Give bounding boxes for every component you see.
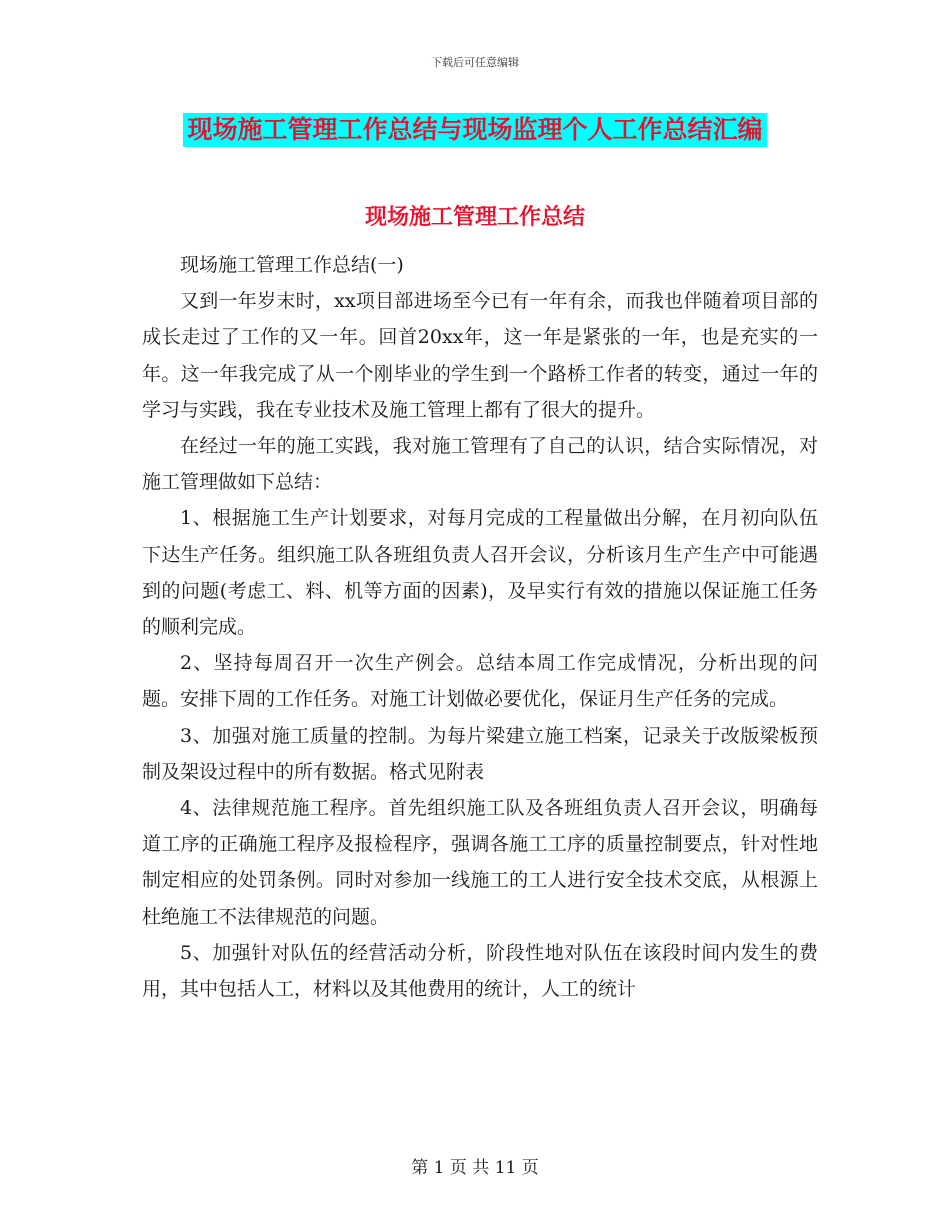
main-title: 现场施工管理工作总结与现场监理个人工作总结汇编: [183, 113, 766, 147]
paragraph-intro: 又到一年岁末时，xx项目部进场至今已有一年有余，而我也伴随着项目部的成长走过了工作的又一年。回首20xx年，这一年是紧张的一年，也是充实的一年。这一年我完成了从一个刚毕业的学生到一个路桥工作者的转变，通过一年的学习与实践，我在专业技术及施工管理上都有了很大的提升。: [142, 290, 818, 421]
paragraph-summary-lead: 在经过一年的施工实践，我对施工管理有了自己的认识，结合实际情况，对施工管理做如下总结：: [142, 435, 818, 494]
section-title: 现场施工管理工作总结: [364, 204, 585, 230]
paragraph-item-4: 4、法律规范施工程序。首先组织施工队及各班组负责人召开会议，明确每道工序的正确施工程序及报检程序，强调各施工工序的质量控制要点，针对性地制定相应的处罚条例。同时对参加一线施工的工人进行安全技术交底，从根源上杜绝施工不法律规范的问题。: [142, 797, 818, 928]
document-body: [142, 247, 818, 1007]
page-number-footer: 第 1 页 共 11 页: [411, 1158, 539, 1178]
paragraph-item-5: 5、加强针对队伍的经营活动分析，阶段性地对队伍在该段时间内发生的费用，其中包括人工，材料以及其他费用的统计，人工的统计: [142, 941, 818, 1001]
paragraph-subtitle: 现场施工管理工作总结(一): [180, 254, 404, 276]
paragraph-item-2: 2、坚持每周召开一次生产例会。总结本周工作完成情况，分析出现的问题。安排下周的工作任务。对施工计划做必要优化，保证月生产任务的完成。: [142, 652, 818, 711]
page-header-note: 下载后可任意编辑: [431, 56, 519, 69]
main-title-container: [0, 113, 950, 147]
paragraph-item-1: 1、根据施工生产计划要求，对每月完成的工程量做出分解，在月初向队伍下达生产任务。组织施工队各班组负责人召开会议，分析该月生产生产中可能遇到的问题(考虑工、料、机等方面的因素)，及早实行有效的措施以保证施工任务的顺利完成。: [142, 507, 818, 639]
paragraph-item-3: 3、加强对施工质量的控制。为每片梁建立施工档案，记录关于改版梁板预制及架设过程中的所有数据。格式见附表: [142, 724, 818, 783]
